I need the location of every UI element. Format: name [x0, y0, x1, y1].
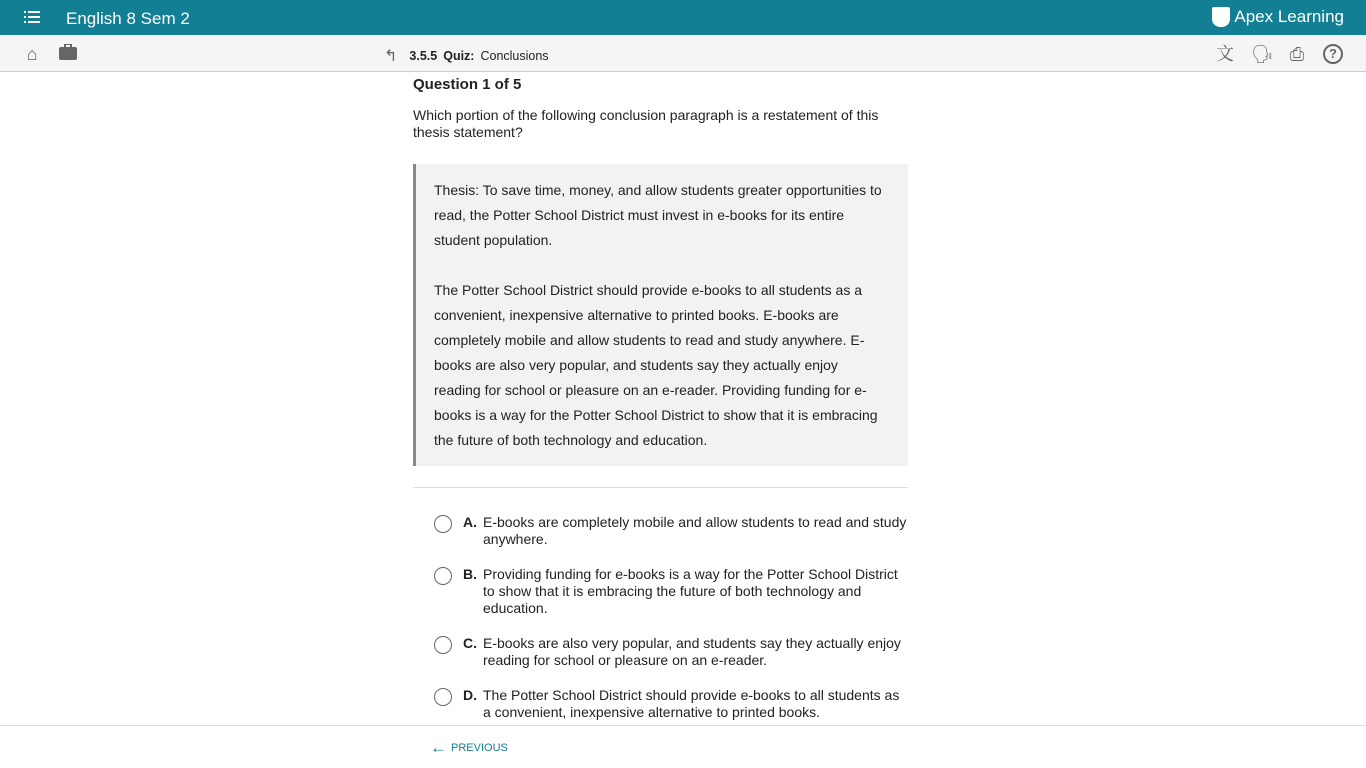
menu-icon[interactable]	[24, 10, 40, 24]
activity-type: Quiz:	[443, 49, 475, 63]
text-to-speech-icon[interactable]: 🗣	[1251, 44, 1274, 64]
section-number: 3.5.5	[409, 49, 438, 63]
briefcase-icon[interactable]	[58, 44, 78, 64]
divider	[413, 487, 908, 488]
option-letter: B.	[463, 566, 477, 582]
option-text: E-books are completely mobile and allow students to read and study anywhere.	[483, 514, 907, 547]
quiz-question	[413, 76, 908, 739]
brand-name: Apex Learning	[1234, 7, 1344, 26]
toolbar	[0, 35, 1366, 72]
home-icon[interactable]: ⌂	[26, 44, 38, 64]
footer-nav	[0, 725, 1366, 768]
activity-name: Conclusions	[480, 49, 549, 63]
app-header	[0, 0, 1366, 35]
arrow-left-icon: ←	[430, 738, 447, 757]
option-letter: C.	[463, 635, 477, 651]
logo-icon	[1212, 7, 1230, 27]
answer-option-d[interactable]	[434, 687, 908, 721]
print-icon[interactable]: ⎙	[1289, 44, 1305, 64]
apex-logo	[1212, 7, 1344, 27]
thesis-text: Thesis: To save time, money, and allow students greater opportunities to read, the Potter School District must invest in e-books for its entire student population.	[434, 182, 882, 248]
up-arrow-icon[interactable]: ↰	[384, 48, 398, 65]
course-title: English 8 Sem 2	[66, 9, 190, 28]
option-text: The Potter School District should provide e-books to all students as a convenient, inexpensive alternative to printed books.	[483, 687, 900, 720]
passage-box	[413, 164, 908, 466]
breadcrumb	[384, 46, 549, 66]
conclusion-paragraph: The Potter School District should provide e-books to all students as a convenient, inexpensive alternative to printed books. E-books are completely mobile and allow students to read and study anywhere. E-books are also very popular, and students say they actually enjoy reading for school or pleasure on an e-reader. Providing funding for e-books is a way for the Potter School District to show that it is embracing the future of both technology and education.	[434, 282, 878, 448]
option-text: E-books are also very popular, and students say they actually enjoy reading for school or pleasure on an e-reader.	[483, 635, 901, 668]
answer-option-b[interactable]	[434, 566, 908, 617]
option-text: Providing funding for e-books is a way for the Potter School District to show that it is embracing the future of both technology and education.	[483, 566, 898, 616]
previous-label: PREVIOUS	[451, 742, 508, 754]
question-counter: Question 1 of 5	[413, 76, 522, 93]
previous-button[interactable]	[430, 738, 508, 758]
option-letter: A.	[463, 514, 477, 530]
option-letter: D.	[463, 687, 477, 703]
question-prompt: Which portion of the following conclusion paragraph is a restatement of this thesis statement?	[413, 107, 879, 140]
answer-option-c[interactable]	[434, 635, 908, 669]
answer-option-a[interactable]	[434, 514, 908, 548]
help-icon[interactable]: ?	[1323, 44, 1343, 64]
radio-button[interactable]	[434, 515, 452, 533]
radio-button[interactable]	[434, 567, 452, 585]
radio-button[interactable]	[434, 688, 452, 706]
translate-icon[interactable]: 文	[1216, 44, 1234, 64]
radio-button[interactable]	[434, 636, 452, 654]
